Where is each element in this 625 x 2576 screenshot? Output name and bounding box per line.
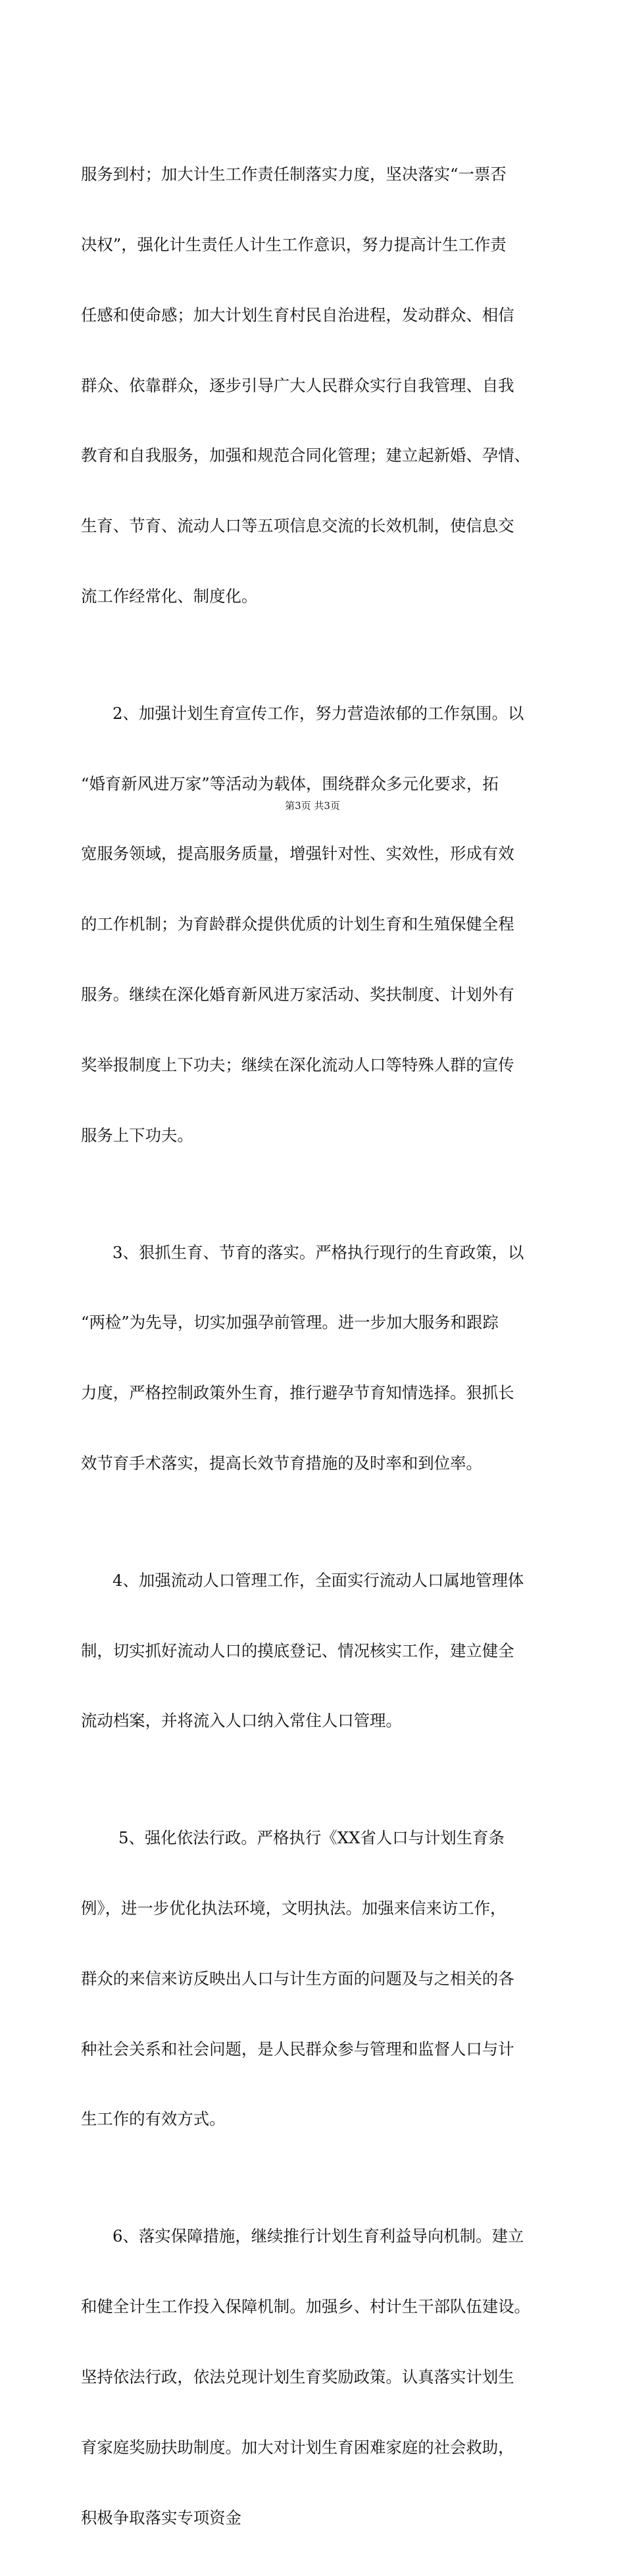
paragraph-6	[81, 2178, 568, 2576]
text-line: 育家庭奖励扶助制度。加大对计划生育困难家庭的社会救助，	[81, 2437, 514, 2457]
text-line: 流工作经常化、制度化。	[81, 586, 258, 606]
text-line: 任感和使命感；加大计划生育村民自治进程，发动群众、相信	[81, 305, 514, 325]
text-line: 积极争取落实专项资金	[81, 2508, 241, 2527]
text-line: 4、加强流动人口管理工作，全面实行流动人口属地管理体	[113, 1570, 524, 1590]
text-line: 群众、依靠群众，逐步引导广大人民群众实行自我管理、自我	[81, 375, 514, 395]
document-body	[81, 116, 568, 2576]
paragraph-4	[81, 1522, 568, 1780]
text-line: 教育和自我服务，加强和规范合同化管理；建立起新婚、孕情、	[81, 446, 530, 465]
page-footer	[0, 799, 625, 812]
text-line: “两检”为先导，切实加强孕前管理。进一步加大服务和跟踪	[81, 1313, 499, 1332]
paragraph-3	[81, 1194, 568, 1521]
text-line: 种社会关系和社会问题，是人民群众参与管理和监督人口与计	[81, 2039, 514, 2059]
text-line: 力度，严格控制政策外生育，推行避孕节育知情选择。狠抓长	[81, 1383, 514, 1403]
text-line: 坚持依法行政，依法兑现计划生育奖励政策。认真落实计划生	[81, 2367, 514, 2386]
text-line: “婚育新风进万家”等活动为载体，围绕群众多元化要求，拓	[81, 774, 499, 793]
page-number-label: 第3页 共3页	[285, 800, 340, 812]
text-line: 和健全计生工作投入保障机制。加强乡、村计生干部队伍建设。	[81, 2297, 530, 2317]
text-line: 3、狠抓生育、节育的落实。严格执行现行的生育政策，以	[113, 1242, 524, 1262]
text-line: 流动档案，并将流入人口纳入常住人口管理。	[81, 1711, 402, 1731]
text-line: 例》，进一步优化执法环境，文明执法。加强来信来访工作，	[81, 1899, 507, 1918]
text-line: 效节育手术落实，提高长效节育措施的及时率和到位率。	[81, 1453, 482, 1473]
text-line: 生育、节育、流动人口等五项信息交流的长效机制，使信息交	[81, 516, 514, 536]
text-line: 群众的来信来访反映出人口与计生方面的问题及与之相关的各	[81, 1968, 514, 1988]
text-line: 服务。继续在深化婚育新风进万家活动、奖扶制度、计划外有	[81, 984, 514, 1004]
text-line: 服务到村；加大计生工作责任制落实力度，坚决落实“一票否	[81, 165, 507, 184]
text-line: 奖举报制度上下功夫；继续在深化流动人口等特殊人群的宣传	[81, 1055, 514, 1074]
text-line: 2、加强计划生育宣传工作，努力营造浓郁的工作氛围。以	[113, 703, 524, 723]
text-line: 的工作机制；为育龄群众提供优质的计划生育和生殖保健全程	[81, 914, 514, 934]
text-line: 5、强化依法行政。严格执行《XX省人口与计划生育条	[118, 1828, 505, 1848]
paragraph-2	[81, 655, 568, 1194]
text-line: 制，切实抓好流动人口的摸底登记、情况核实工作，建立健全	[81, 1641, 514, 1660]
paragraph-1	[81, 116, 568, 655]
text-line: 6、落实保障措施，继续推行计划生育利益导向机制。建立	[113, 2226, 524, 2246]
text-line: 服务上下功夫。	[81, 1125, 193, 1145]
text-line: 宽服务领域，提高服务质量，增强针对性、实效性，形成有效	[81, 844, 514, 864]
paragraph-5	[81, 1779, 568, 2178]
text-line: 决权”，强化计生责任人计生工作意识，努力提高计生工作责	[81, 234, 507, 254]
text-line: 生工作的有效方式。	[81, 2109, 226, 2129]
